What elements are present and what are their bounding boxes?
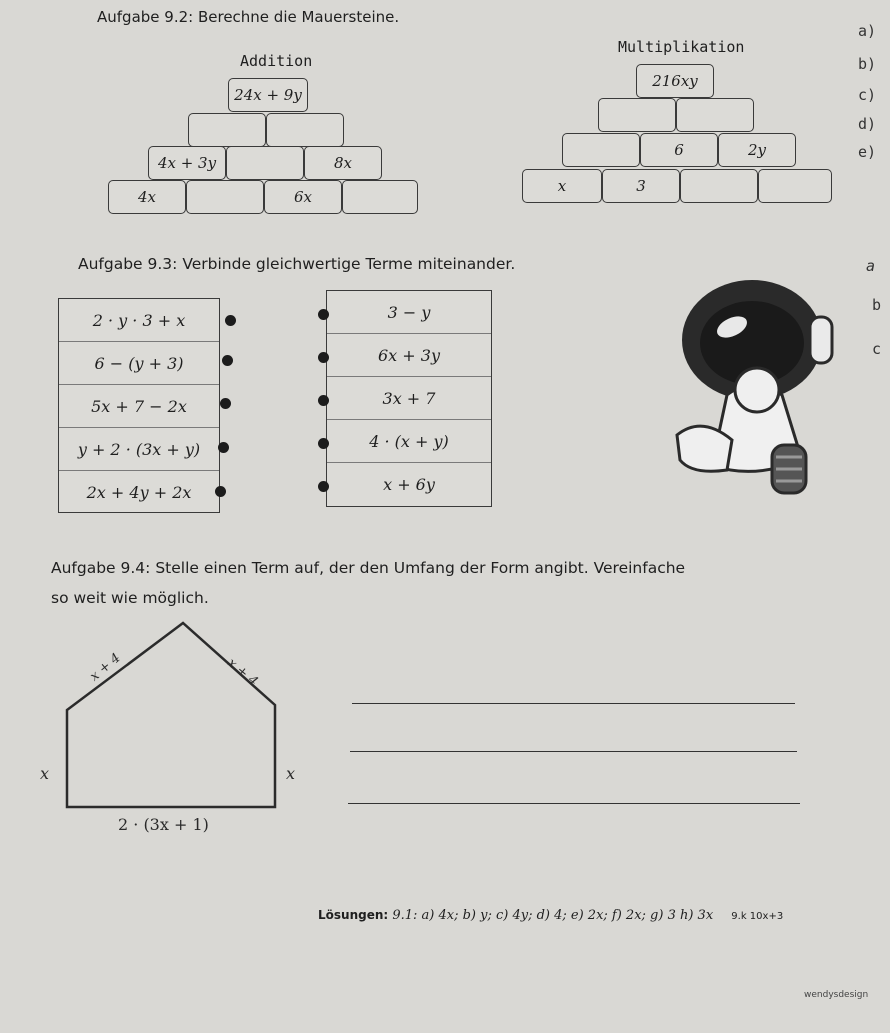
left-term-1: 2 · y · 3 + x [59,299,219,342]
multiplication-row3-value-2: 6 [674,141,684,159]
multiplication-bottom-value-1: x [557,177,567,195]
house-shape [55,615,295,815]
multiplication-label: Multiplikation [618,38,745,56]
multiplication-top-brick[interactable] [636,64,714,98]
left-terms-box [58,298,220,513]
addition-bottom-brick-2[interactable] [186,180,264,214]
left-dot-5[interactable] [215,486,226,497]
solutions-extra: 9.k 10x+3 [731,911,784,922]
side-letter-e: e) [858,143,877,161]
house-roof-left-label: x + 4 [87,650,124,685]
addition-bottom-brick-4[interactable] [342,180,418,214]
right-term-4: 4 · (x + y) [327,420,491,463]
multiplication-mid-brick-2[interactable] [676,98,754,132]
multiplication-bottom-brick-2[interactable] [602,169,680,203]
house-right-label: x [286,764,296,783]
left-dot-3[interactable] [220,398,231,409]
house-left-label: x [40,764,50,783]
right-dot-4[interactable] [318,438,329,449]
multiplication-row3-value-3: 2y [747,141,767,159]
multiplication-row3-brick-1[interactable] [562,133,640,167]
addition-bottom-brick-1[interactable] [108,180,186,214]
addition-row3-brick-2[interactable] [226,146,304,180]
multiplication-row3-brick-2[interactable] [640,133,718,167]
answer-line-1[interactable] [352,703,795,704]
addition-label: Addition [240,52,313,70]
right-dot-2[interactable] [318,352,329,363]
addition-row3-brick-1[interactable] [148,146,226,180]
credit-text: wendysdesign [804,990,869,1000]
multiplication-bottom-value-2: 3 [636,177,646,195]
side-letter-d: d) [858,115,877,133]
right-terms-box [326,290,492,507]
right-dot-3[interactable] [318,395,329,406]
addition-bottom-value-1: 4x [137,188,156,206]
left-dot-2[interactable] [222,355,233,366]
right-term-5: x + 6y [383,475,435,494]
task92-heading: Aufgabe 9.2: Berechne die Mauersteine. [97,8,400,26]
multiplication-mid-brick-1[interactable] [598,98,676,132]
solutions-text: 9.1: a) 4x; b) y; c) 4y; d) 4; e) 2x; f) 2x; g) 3 h) 3x [392,908,714,923]
multiplication-bottom-brick-4[interactable] [758,169,832,203]
task94-heading-line1: Aufgabe 9.4: Stelle einen Term auf, der den Umfang der Form angibt. Vereinfache [51,559,686,577]
left-dot-4[interactable] [218,442,229,453]
right-term-3: 3x + 7 [327,377,491,420]
addition-mid-brick-1[interactable] [188,113,266,147]
house-roof-right-label: x + 4 [224,655,261,690]
addition-bottom-value-3: 6x [293,188,312,206]
right-term-2: 6x + 3y [327,334,491,377]
left-term-2: 6 − (y + 3) [59,342,219,385]
side-letter-a: a) [858,22,877,40]
answer-line-3[interactable] [348,803,800,804]
addition-top-brick[interactable] [228,78,308,112]
multiplication-bottom-brick-1[interactable] [522,169,602,203]
multiplication-top-value: 216xy [652,72,698,90]
answer-line-2[interactable] [350,751,797,752]
solutions-label: Lösungen: [318,908,389,922]
task93-heading: Aufgabe 9.3: Verbinde gleichwertige Terme miteinander. [78,255,516,273]
addition-row3-value-1: 4x + 3y [157,154,217,172]
multiplication-row3-brick-3[interactable] [718,133,796,167]
solutions-row [318,908,783,923]
right-dot-1[interactable] [318,309,329,320]
addition-bottom-brick-3[interactable] [264,180,342,214]
astronaut-illustration [672,275,852,505]
multiplication-bottom-brick-3[interactable] [680,169,758,203]
right-dot-5[interactable] [318,481,329,492]
left-term-3: 5x + 7 − 2x [59,385,219,428]
addition-top-value: 24x + 9y [234,86,302,104]
addition-row3-brick-3[interactable] [304,146,382,180]
side-letter-b: b) [858,55,877,73]
right-term-1: 3 − y [327,291,491,334]
task94-heading-line2: so weit wie möglich. [51,589,209,607]
addition-mid-brick-2[interactable] [266,113,344,147]
house-bottom-label: 2 · (3x + 1) [118,815,209,834]
side-letter2-b: b [872,296,882,314]
side-letter2-c: c [872,340,882,358]
left-term-4: y + 2 · (3x + y) [59,428,219,471]
side-letter2-a: a [866,257,876,275]
addition-row3-value-3: 8x [333,154,352,172]
left-term-5: 2x + 4y + 2x [86,483,192,502]
side-letter-c: c) [858,86,877,104]
left-dot-1[interactable] [225,315,236,326]
